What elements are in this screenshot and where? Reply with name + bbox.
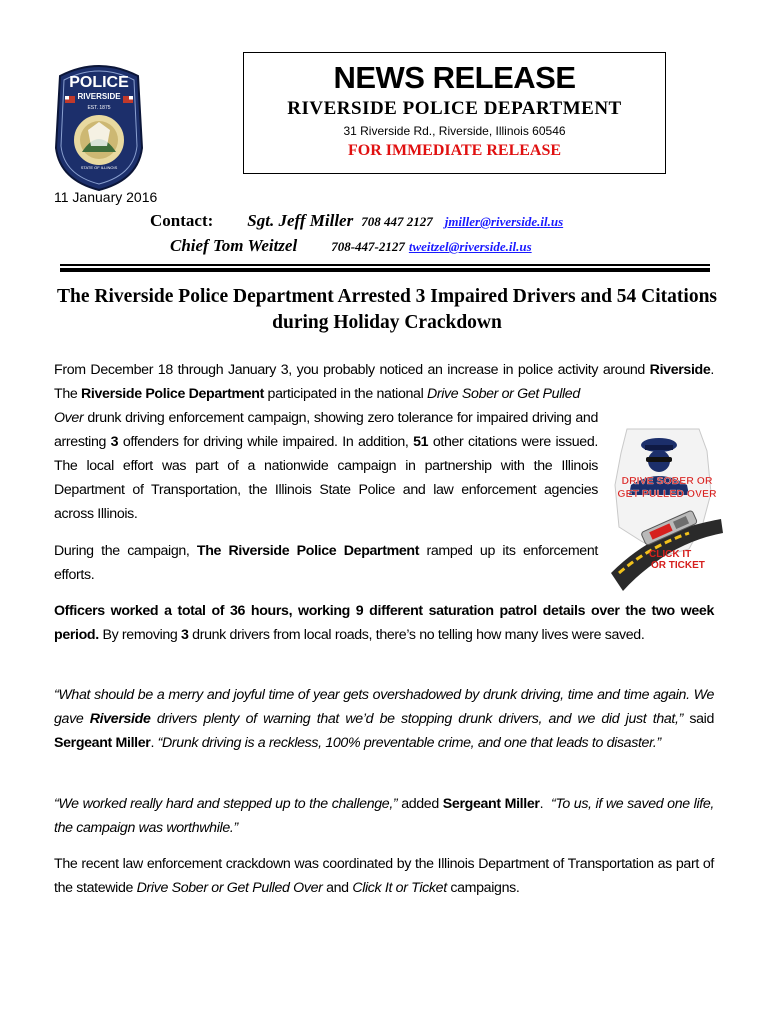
header-divider-thick	[60, 268, 710, 272]
p1-bold-3: 3	[110, 434, 119, 450]
badge-city: RIVERSIDE	[77, 92, 121, 101]
paragraph-1-bottom	[54, 406, 598, 526]
p1-bold-department: Riverside Police Department	[81, 386, 264, 402]
paragraph-2	[54, 539, 598, 587]
news-release-header-box	[243, 52, 666, 174]
logo-line-4: OR TICKET	[651, 560, 705, 571]
p3-bold-hours: Officers worked a total of 36 hours, working 9 different saturation patrol details over the two week period.	[54, 603, 714, 643]
p5-text-1: added	[397, 796, 443, 812]
p4-italic-1: “What should be a merry and joyful time of year gets overshadowed by drunk driving, time and time again. We gave	[54, 687, 714, 727]
header-divider-thin	[60, 264, 710, 266]
p4-text-1: said	[682, 711, 714, 727]
logo-line-2: GET PULLED OVER	[617, 488, 717, 500]
p4-bold-sergeant: Sergeant Miller	[54, 735, 151, 751]
drive-sober-campaign-logo	[605, 423, 725, 595]
contact-email-miller[interactable]: jmiller@riverside.il.us	[444, 214, 564, 229]
contact-phone-weitzel: 708-447-2127	[331, 239, 405, 254]
news-release-title: NEWS RELEASE	[333, 60, 576, 95]
logo-line-1: DRIVE SOBER OR	[621, 475, 713, 487]
p1-text-4: drunk driving enforcement campaign, showing zero tolerance for impaired driving and arresting	[54, 410, 598, 450]
p6-italic-campaign-1: Drive Sober or Get Pulled Over	[136, 880, 323, 896]
p2-text-2: ramped up its enforcement efforts.	[54, 543, 598, 583]
p5-bold-sergeant: Sergeant Miller	[442, 796, 540, 812]
badge-top-text: POLICE	[69, 74, 129, 91]
p1-text-5: offenders for driving while impaired. In addition,	[118, 434, 414, 450]
p5-italic-1: “We worked really hard and stepped up to the challenge,”	[54, 796, 398, 812]
p6-italic-campaign-2: Click It or Ticket	[352, 880, 447, 896]
p6-text-1: The recent law enforcement crackdown was coordinated by the Illinois Department of Transportation as part of the statewide	[54, 856, 714, 896]
headline: The Riverside Police Department Arrested 3 Impaired Drivers and 54 Citations during Holiday Crackdown	[56, 286, 718, 333]
p5-text-2: .	[539, 796, 551, 812]
p1-italic-over: Over	[54, 410, 84, 426]
p2-text-1: During the campaign,	[54, 543, 197, 559]
contact-label: Contact:	[150, 211, 214, 230]
paragraph-4-quote	[54, 683, 714, 755]
p1-text-3: participated in the national	[263, 386, 427, 402]
p4-italic-2: drivers plenty of warning that we’d be stopping drunk drivers, and we did just that,”	[150, 711, 683, 727]
paragraph-3	[54, 599, 714, 647]
p1-text-6: other citations were issued. The local effort was part of a nationwide campaign in partnership with the Illinois Department of Transportation, the Illinois State Police and law enforcement agencies across Illinois.	[54, 434, 598, 522]
paragraph-6	[54, 852, 714, 900]
paragraph-5-quote	[54, 792, 714, 840]
p3-text-1: By removing	[98, 627, 182, 643]
p1-text-1: From December 18 through January 3, you probably noticed an increase in police activity around	[54, 362, 650, 378]
contact-name-weitzel: Chief Tom Weitzel	[170, 236, 298, 255]
department-name: RIVERSIDE POLICE DEPARTMENT	[287, 98, 622, 119]
contact-name-miller: Sgt. Jeff Miller	[247, 211, 354, 230]
contact-row-miller	[150, 211, 563, 231]
p3-text-2: drunk drivers from local roads, there’s no telling how many lives were saved.	[188, 627, 645, 643]
contact-row-weitzel	[170, 236, 532, 256]
police-badge-logo	[52, 56, 146, 192]
department-address: 31 Riverside Rd., Riverside, Illinois 60546	[343, 124, 566, 138]
p4-italic-3: “Drunk driving is a reckless, 100% preventable crime, and one that leads to disaster.”	[157, 735, 661, 751]
contact-phone-miller: 708 447 2127	[361, 214, 433, 229]
p1-bold-51: 51	[413, 434, 429, 450]
p4-bold-italic-riverside: Riverside	[89, 711, 151, 727]
badge-seal-text: STATE OF ILLINOIS	[80, 165, 118, 170]
contact-email-weitzel[interactable]: tweitzel@riverside.il.us	[408, 239, 532, 254]
immediate-release-label: FOR IMMEDIATE RELEASE	[347, 142, 562, 159]
logo-line-3: CLICK IT	[649, 549, 692, 560]
p2-bold-department: The Riverside Police Department	[196, 543, 420, 559]
p6-text-3: campaigns.	[446, 880, 520, 896]
p6-text-2: and	[322, 880, 353, 896]
p5-italic-2: “To us, if we saved one life, the campaign was worthwhile.”	[54, 796, 715, 836]
p1-bold-riverside: Riverside	[649, 362, 711, 378]
badge-est: EST. 1875	[87, 105, 111, 111]
p3-bold-3: 3	[181, 627, 189, 643]
p1-italic-campaign: Drive Sober or Get Pulled	[426, 386, 580, 402]
p1-text-2: . The	[54, 362, 714, 402]
p4-text-2: .	[150, 735, 158, 751]
release-date: 11 January 2016	[54, 189, 158, 205]
paragraph-1-top	[54, 358, 714, 406]
